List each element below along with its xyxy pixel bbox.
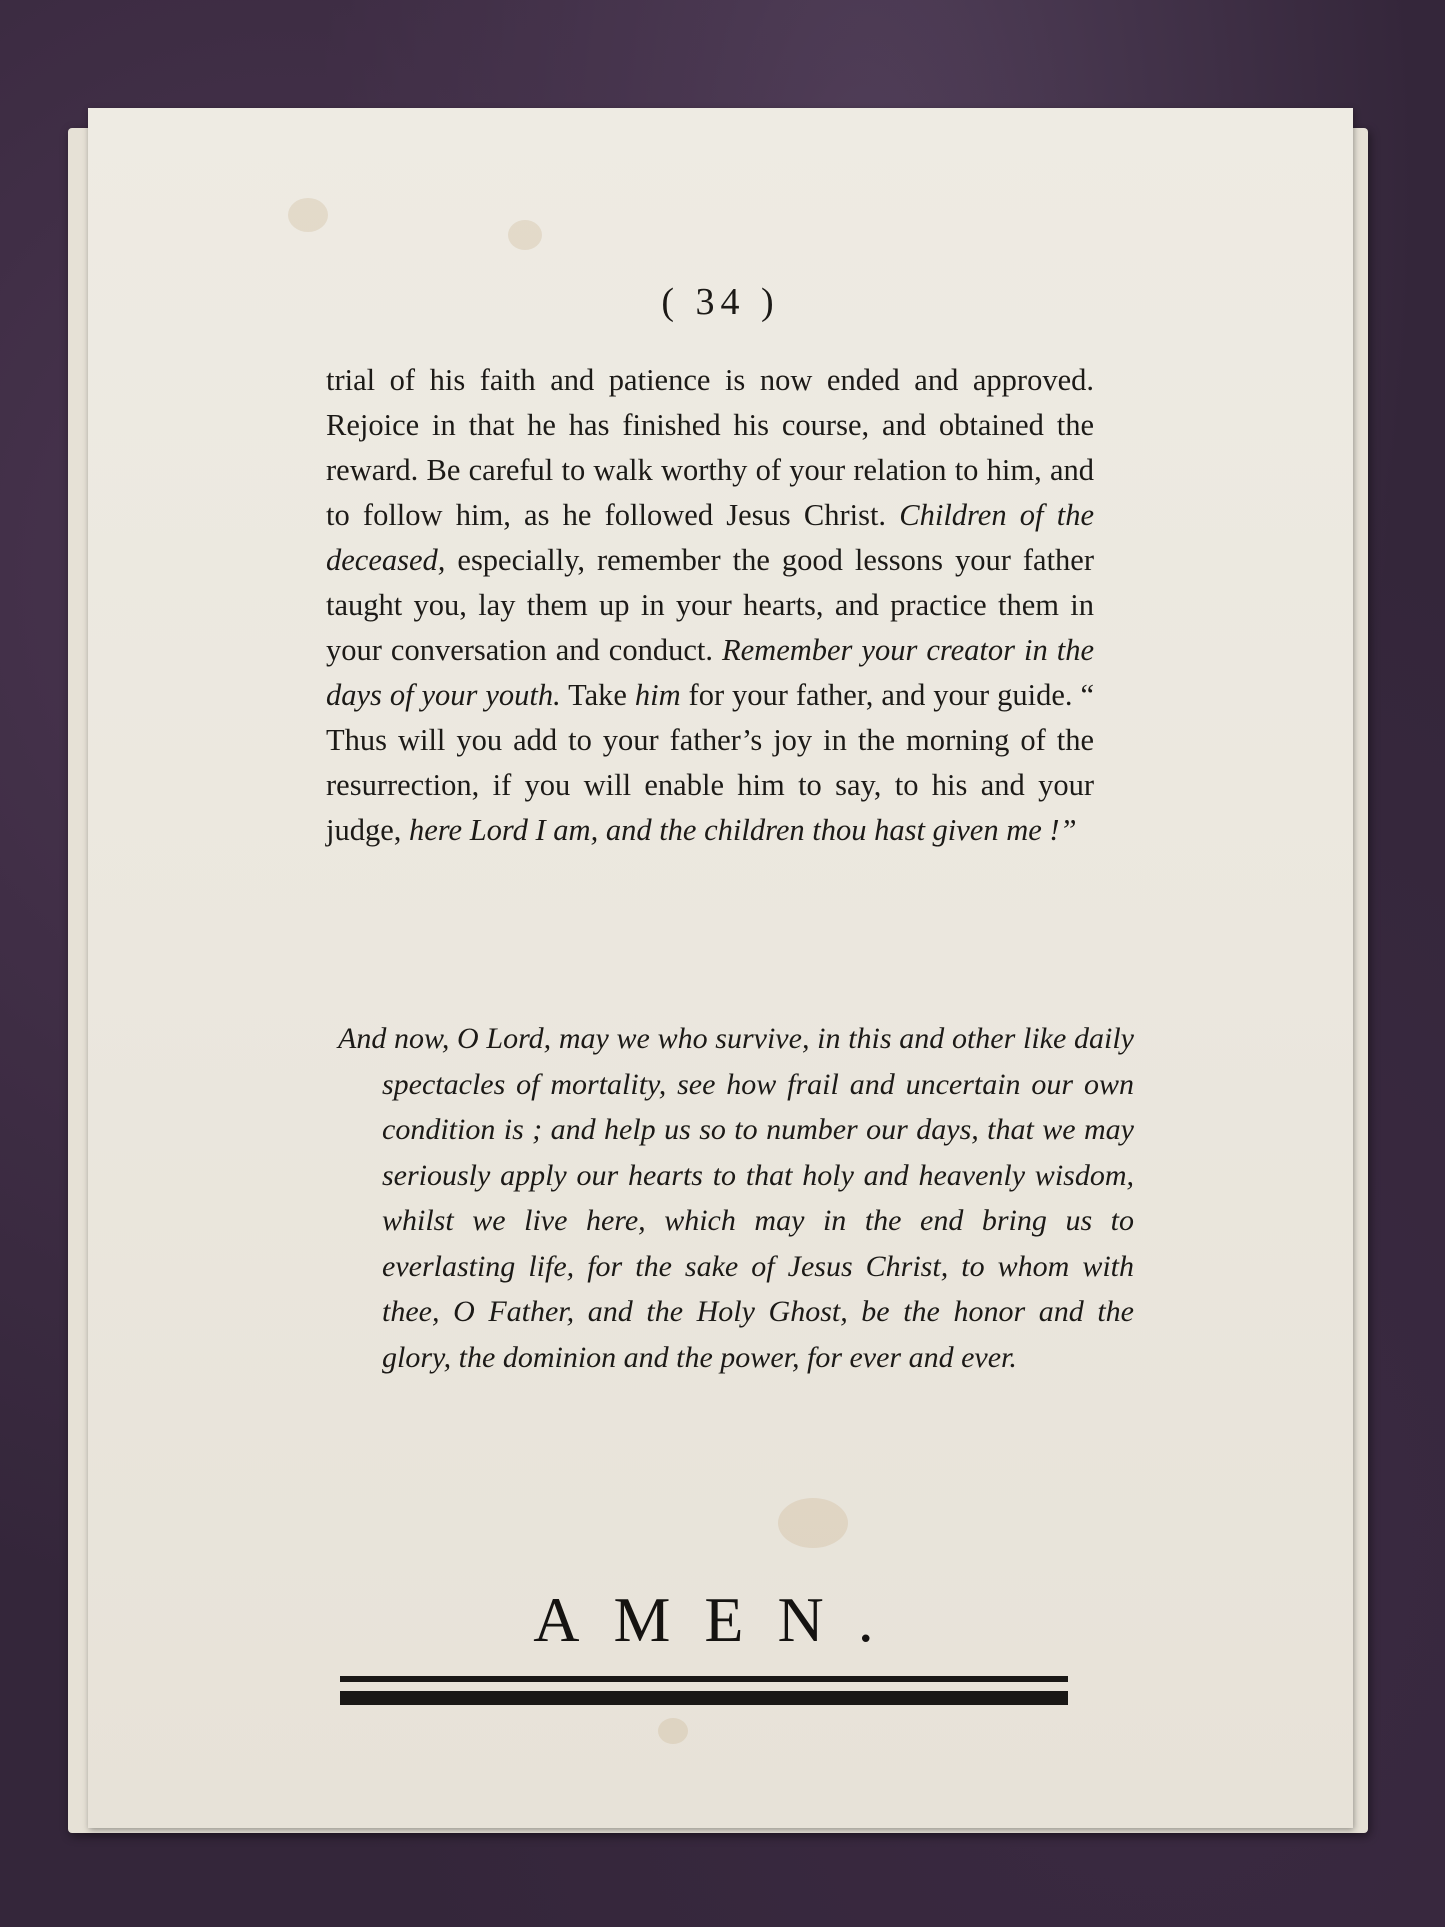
prayer-paragraph: And now, O Lord, may we who survive, in this and other like daily spectacles of mortality, see how frail and uncertain our own condition is ; and help us so to number our days, that we may seriously apply our hearts to that holy and heavenly wisdom, whilst we live here, which may in the end bring us to everlasting life, for the sake of Jesus Christ, to whom with thee, O Father, and the Holy Ghost, be the honor and the glory, the dominion and the power, for ever and ever. bbox=[338, 1022, 1134, 1374]
closing-amen: AMEN. bbox=[533, 1584, 908, 1655]
page-number: ( 34 ) bbox=[661, 281, 780, 323]
body-paragraph bbox=[326, 358, 1094, 853]
italic-segment: here Lord I am, and the children thou hast given me !” bbox=[409, 813, 1077, 847]
italic-segment: him bbox=[634, 678, 681, 712]
paper-stain bbox=[658, 1718, 688, 1744]
paper-stain bbox=[508, 220, 542, 250]
text-segment: especially, remember the good lessons your father taught you, lay them up in your hearts, and practice them in your conversation and conduct. bbox=[326, 543, 1094, 667]
decorative-rule-thin bbox=[340, 1676, 1068, 1682]
italic-segment: Remember your creator in the days of your youth. bbox=[326, 633, 1094, 712]
document-page bbox=[88, 108, 1353, 1828]
italic-segment: Children of the deceased, bbox=[326, 498, 1094, 577]
paper-stain bbox=[288, 198, 328, 232]
text-segment: for your father, and your guide. “ Thus will you add to your father’s joy in the morning of the resurrection, if you will enable him to say, to his and your judge, bbox=[326, 678, 1094, 847]
text-segment: trial of his faith and patience is now ended and approved. Rejoice in that he has finished his course, and obtained the reward. Be careful to walk worthy of your relation to him, and to follow him, as he followed Jesus Christ. bbox=[326, 363, 1094, 532]
paper-stain bbox=[778, 1498, 848, 1548]
text-segment: Take bbox=[560, 678, 635, 712]
decorative-rule-thick bbox=[340, 1691, 1068, 1705]
